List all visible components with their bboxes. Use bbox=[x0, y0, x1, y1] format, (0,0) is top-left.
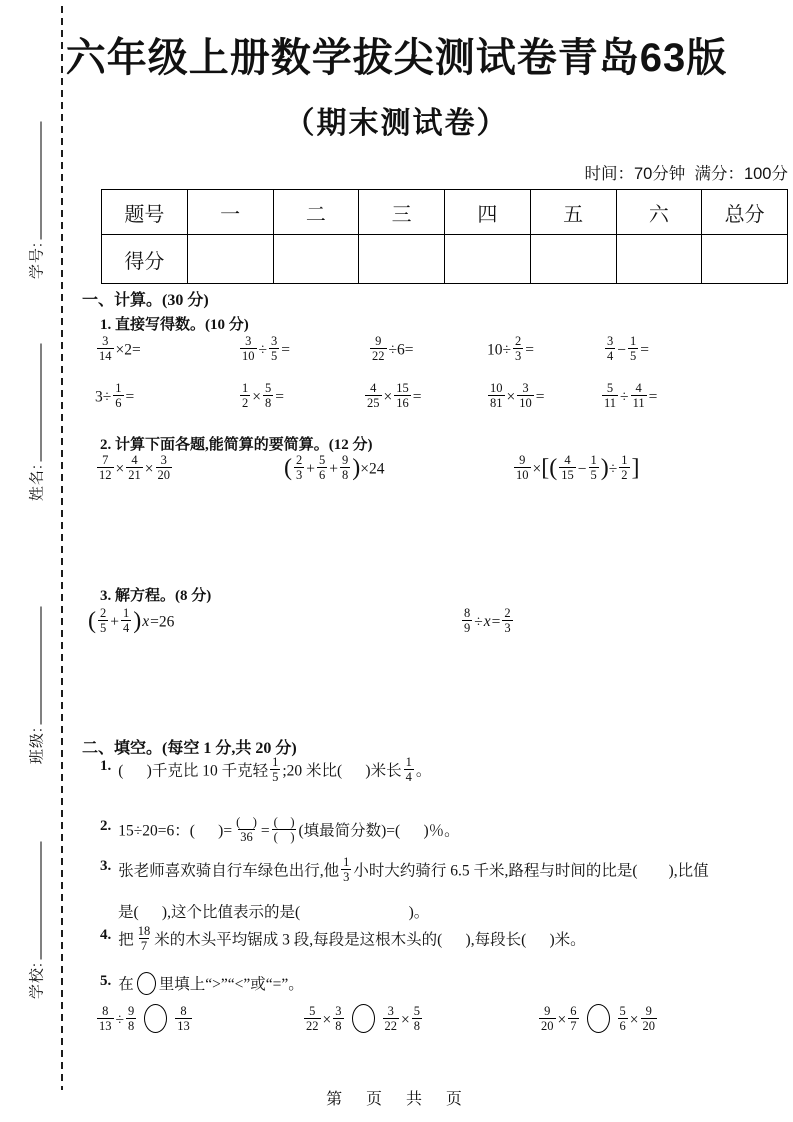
item-number: 2. bbox=[100, 818, 112, 834]
problem-expression: $\frac{3}{4}$ − $\frac{1}{5}$ = bbox=[607, 334, 649, 364]
problem-expression: ( $\frac{2}{3}$ + $\frac{5}{6}$ + $\frac{9}{8}$ )×24 bbox=[284, 453, 385, 483]
score-table-cell-2: 二 bbox=[273, 190, 359, 235]
score-cell-empty bbox=[702, 235, 788, 284]
score-table-cell-qnum: 题号 bbox=[102, 190, 188, 235]
school-blank-line bbox=[29, 842, 42, 960]
problem-expression: $\frac{7}{12}$ × $\frac{4}{21}$ × $\frac{3}{20}$ bbox=[99, 453, 170, 483]
score-table-score-row bbox=[102, 235, 788, 284]
item-text: 把 $\frac{18}{7}$ 米的木头平均锯成 3 段,每段是这根木头的( ),每段长( )米。 bbox=[118, 924, 586, 954]
comparison-circle-blank bbox=[144, 1004, 167, 1033]
score-table-cell-6: 六 bbox=[616, 190, 702, 235]
problem-expression: $\frac{1}{2}$ × $\frac{5}{8}$ = bbox=[242, 381, 284, 411]
section1-sub1-label: 1. 直接写得数。(10 分) bbox=[100, 317, 249, 333]
student-id-label: 学号: bbox=[28, 241, 46, 280]
item-number: 1. bbox=[100, 758, 112, 774]
fill-item-5 bbox=[100, 972, 304, 997]
comparison-circle-blank bbox=[137, 972, 156, 995]
score-table-cell-1: 一 bbox=[187, 190, 273, 235]
school-label: 学校: bbox=[28, 961, 46, 1000]
sidebar-field-school bbox=[26, 801, 47, 1041]
cut-dashed-line bbox=[61, 6, 63, 1090]
class-label: 班级: bbox=[28, 726, 46, 765]
problem-expression: $\frac{9}{22}$ ÷6= bbox=[372, 334, 414, 364]
score-table-header-row bbox=[102, 190, 788, 235]
problem-expression: $\frac{3}{10}$ ÷ $\frac{3}{5}$ = bbox=[242, 334, 291, 364]
section1-heading: 一、计算。(30 分) bbox=[82, 292, 209, 309]
problem-expression: $\frac{3}{14}$ ×2= bbox=[99, 334, 141, 364]
sidebar-field-class bbox=[26, 566, 47, 806]
score-cell-empty bbox=[187, 235, 273, 284]
compare-expression: $\frac{8}{13}$ ÷ $\frac{9}{8}$ $\frac{8}{13}$ bbox=[99, 1004, 190, 1034]
score-cell-empty bbox=[359, 235, 445, 284]
section1-sub2-label: 2. 计算下面各题,能简算的要简算。(12 分) bbox=[100, 437, 373, 453]
comparison-circle-blank bbox=[587, 1004, 610, 1033]
score-cell-empty bbox=[530, 235, 616, 284]
problem-expression: 3÷ $\frac{1}{6}$ = bbox=[95, 381, 135, 411]
problem-expression: $\frac{10}{81}$ × $\frac{3}{10}$ = bbox=[490, 381, 545, 411]
score-table-cell-5: 五 bbox=[530, 190, 616, 235]
problem-expression: $\frac{9}{10}$ ×[( $\frac{4}{15}$ − $\frac{1}{5}$ )÷ $\frac{1}{2}$ ] bbox=[516, 453, 640, 483]
item-text: ( )千克比 10 千克轻 $\frac{1}{5}$ ;20 米比( )米长 $\frac{1}{4}$ 。 bbox=[118, 755, 432, 785]
problem-expression: $\frac{8}{9}$ ÷x= $\frac{2}{3}$ bbox=[464, 606, 511, 636]
comparison-circle-blank bbox=[352, 1004, 375, 1033]
name-blank-line bbox=[29, 344, 42, 462]
section1-sub3-label: 3. 解方程。(8 分) bbox=[100, 588, 212, 604]
score-cell-empty bbox=[616, 235, 702, 284]
score-cell-empty bbox=[273, 235, 359, 284]
page-subtitle: （期末测试卷） bbox=[284, 107, 509, 140]
exam-meta: 时间：70分钟 满分：100分 bbox=[584, 165, 788, 183]
item-text: 张老师喜欢骑自行车绿色出行,他 $\frac{1}{3}$ 小时大约骑行 6.5 千米,路程与时间的比是( ),比值 bbox=[118, 855, 709, 885]
item-text: 在 里填上“>”“<”或“=”。 bbox=[118, 972, 304, 997]
item-text: 15÷20=6：( )= $\frac{( )}{36}$ = $\frac{( )}{( )}$ (填最简分数)=( )％。 bbox=[118, 815, 460, 845]
fill-item-3-line2: 是( ),这个比值表示的是( )。 bbox=[118, 904, 430, 921]
item-number: 5. bbox=[100, 973, 112, 989]
score-row-label: 得分 bbox=[102, 235, 188, 284]
problem-expression: ( $\frac{2}{5}$ + $\frac{1}{4}$ )x=26 bbox=[88, 606, 175, 636]
score-table-cell-total: 总分 bbox=[702, 190, 788, 235]
item-number: 3. bbox=[100, 858, 112, 874]
score-table-cell-3: 三 bbox=[359, 190, 445, 235]
page-title: 六年级上册数学拔尖测试卷青岛63版 bbox=[65, 36, 728, 80]
score-table-cell-4: 四 bbox=[445, 190, 531, 235]
item-number: 4. bbox=[100, 927, 112, 943]
compare-expression: $\frac{9}{20}$ × $\frac{6}{7}$ $\frac{5}{6}$ × $\frac{9}{20}$ bbox=[541, 1004, 655, 1034]
class-blank-line bbox=[29, 607, 42, 725]
page-footer: 第 页 共 页 bbox=[326, 1091, 467, 1108]
problem-expression: $\frac{5}{11}$ ÷ $\frac{4}{11}$ = bbox=[604, 381, 658, 411]
sidebar-field-name bbox=[26, 303, 47, 543]
fill-item-1 bbox=[100, 757, 431, 787]
fill-item-2 bbox=[100, 817, 460, 847]
name-label: 姓名: bbox=[28, 463, 46, 502]
score-table bbox=[101, 189, 788, 284]
score-cell-empty bbox=[445, 235, 531, 284]
problem-expression: $\frac{4}{25}$ × $\frac{15}{16}$ = bbox=[367, 381, 422, 411]
fill-item-4 bbox=[100, 926, 586, 956]
section2-heading: 二、填空。(每空 1 分,共 20 分) bbox=[82, 740, 297, 757]
fill-item-3 bbox=[100, 857, 709, 887]
compare-expression: $\frac{5}{22}$ × $\frac{3}{8}$ $\frac{3}{22}$ × $\frac{5}{8}$ bbox=[306, 1004, 420, 1034]
problem-expression: 10÷ $\frac{2}{3}$ = bbox=[487, 334, 535, 364]
